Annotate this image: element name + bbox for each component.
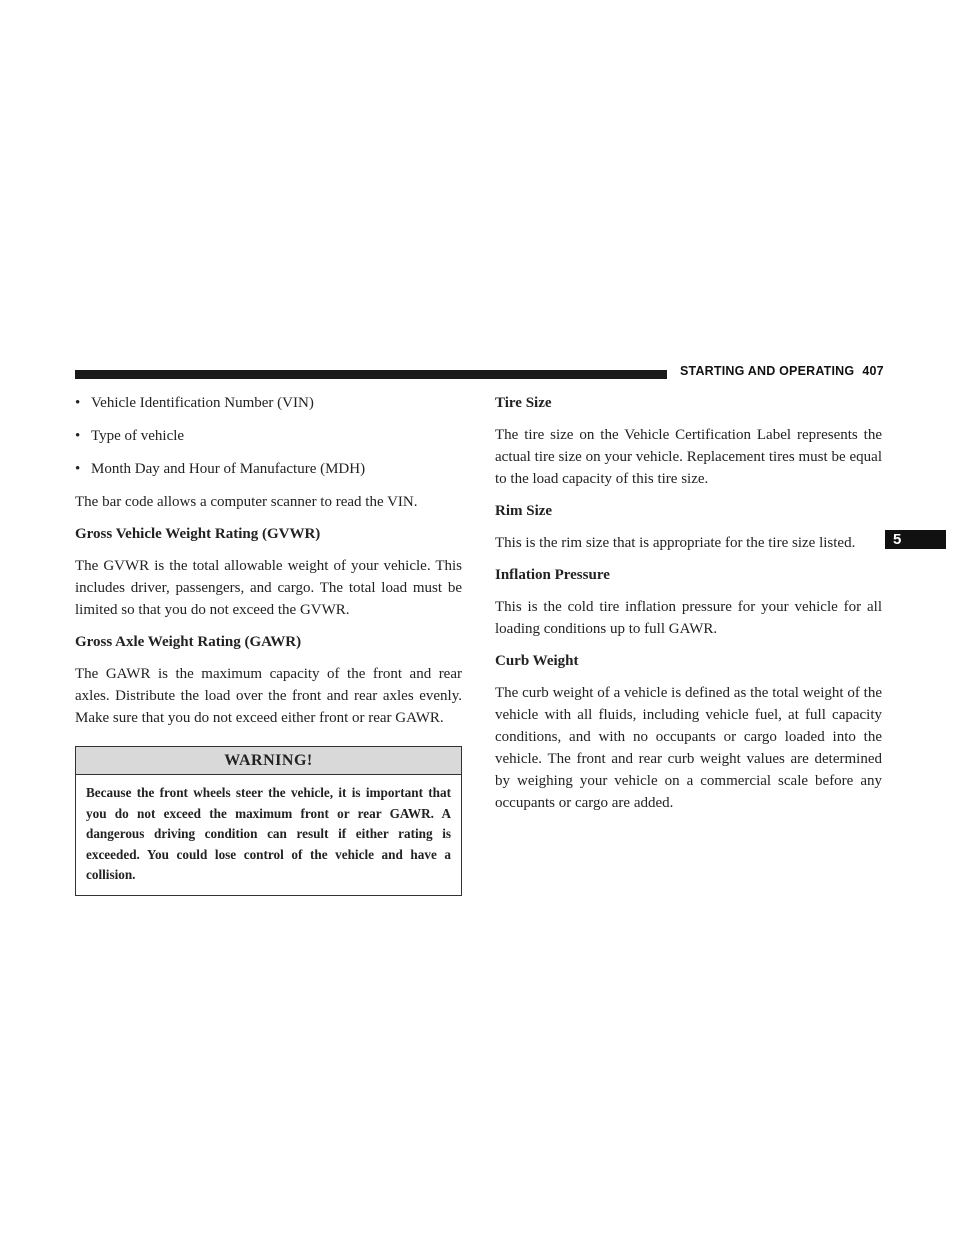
header-rule bbox=[75, 370, 667, 379]
list-item bbox=[75, 458, 462, 480]
left-column bbox=[75, 392, 462, 896]
list-item-text: Type of vehicle bbox=[91, 428, 185, 444]
right-column bbox=[495, 392, 882, 824]
list-item bbox=[75, 392, 462, 414]
tire-size-heading: Tire Size bbox=[495, 395, 552, 411]
gvwr-heading: Gross Vehicle Weight Rating (GVWR) bbox=[75, 526, 321, 542]
gawr-paragraph: The GAWR is the maximum capacity of the front and rear axles. Distribute the load over the front and rear axles evenly. Make sure that you do not exceed either front or rear GAWR. bbox=[75, 666, 462, 726]
list-item-text: Vehicle Identification Number (VIN) bbox=[91, 395, 314, 411]
chapter-tab: 5 bbox=[885, 530, 946, 549]
list-item-text: Month Day and Hour of Manufacture (MDH) bbox=[91, 461, 366, 477]
bar-code-paragraph: The bar code allows a computer scanner to read the VIN. bbox=[75, 494, 418, 510]
rim-size-heading: Rim Size bbox=[495, 503, 553, 519]
gawr-heading: Gross Axle Weight Rating (GAWR) bbox=[75, 634, 302, 650]
inflation-pressure-paragraph: This is the cold tire inflation pressure for your vehicle for all loading conditions up to full GAWR. bbox=[495, 599, 882, 637]
tire-size-paragraph: The tire size on the Vehicle Certification Label represents the actual tire size on your vehicle. Replacement tires must be equal to the load capacity of this tire size. bbox=[495, 427, 882, 487]
bullet-icon: • bbox=[75, 461, 81, 477]
warning-title: WARNING! bbox=[76, 747, 461, 775]
warning-box bbox=[75, 746, 462, 896]
gvwr-paragraph: The GVWR is the total allowable weight of your vehicle. This includes driver, passengers, and cargo. The total load must be limited so that you do not exceed the GVWR. bbox=[75, 558, 462, 618]
running-header bbox=[680, 364, 884, 378]
section-title: STARTING AND OPERATING bbox=[680, 364, 855, 378]
curb-weight-paragraph: The curb weight of a vehicle is defined as the total weight of the vehicle with all fluids, including vehicle fuel, at full capacity conditions, and with no occupants or cargo loaded into the vehicle. The front and rear curb weight values are determined by weighing your vehicle on a commercial scale before any occupants or cargo are added. bbox=[495, 685, 882, 811]
inflation-pressure-heading: Inflation Pressure bbox=[495, 567, 610, 583]
warning-body: Because the front wheels steer the vehicle, it is important that you do not exceed the maximum front or rear GAWR. A dangerous driving condition can result if either rating is exceeded. You could lose control of the vehicle and have a collision. bbox=[86, 785, 451, 883]
list-item bbox=[75, 425, 462, 447]
bullet-icon: • bbox=[75, 428, 81, 444]
curb-weight-heading: Curb Weight bbox=[495, 653, 579, 669]
page-number: 407 bbox=[862, 364, 884, 378]
rim-size-paragraph: This is the rim size that is appropriate for the tire size listed. bbox=[495, 535, 856, 551]
bullet-icon: • bbox=[75, 395, 81, 411]
